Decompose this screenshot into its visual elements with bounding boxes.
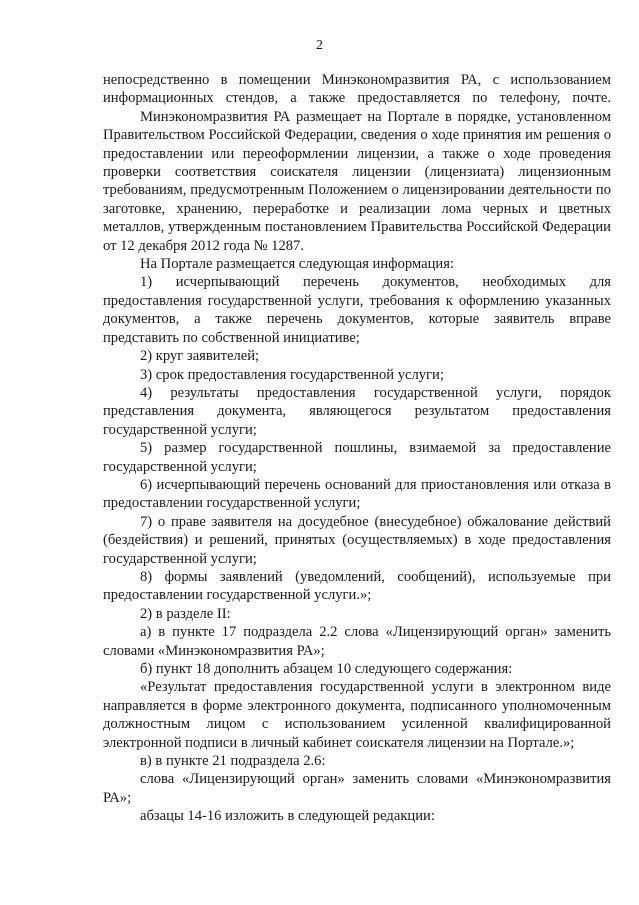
- paragraph-8: 5) размер государственной пошлины, взимаемой за предоставление государственной услуги;: [103, 440, 611, 475]
- paragraph-6: 3) срок предоставления государственной услуги;: [140, 366, 444, 383]
- paragraph-2: Минэкономразвития РА размещает на Портале в порядке, установленном Правительством Российской Федерации, сведения о ходе принятия им решения о предоставлении или переоформлении лицензии, а также о ходе проведения проверки соответствия соискателя лицензии (лицензиата) лицензионным требованиям, предусмотренным Положением о лицензировании деятельности по заготовке, хранению, переработке и реализации лома черных и цветных металлов, утвержденным постановлением Правительства Российской Федерации от 12 декабря 2012 года № 1287.: [103, 108, 611, 254]
- page-number: 2: [316, 38, 323, 53]
- paragraph-14: б) пункт 18 дополнить абзацем 10 следующего содержания:: [140, 661, 513, 677]
- paragraph-17: слова «Лицензирующий орган» заменить словами «Минэкономразвития РА»;: [103, 771, 611, 806]
- paragraph-13: а) в пункте 17 подраздела 2.2 слова «Лицензирующий орган» заменить словами «Минэкономразвития РА»;: [103, 624, 611, 659]
- paragraph-3: На Портале размещается следующая информация:: [140, 256, 455, 273]
- paragraph-7: 4) результаты предоставления государственной услуги, порядок представления документа, являющегося результатом предоставления государственной услуги;: [103, 384, 611, 438]
- paragraph-12: 2) в разделе II:: [140, 605, 231, 622]
- paragraph-10: 7) о праве заявителя на досудебное (внесудебное) обжалование действий (бездействия) и решений, принятых (осуществляемых) в ходе предоставления государственной услуги;: [103, 513, 611, 567]
- paragraph-9: 6) исчерпывающий перечень оснований для приостановления или отказа в предоставлении государственной услуги;: [103, 476, 611, 512]
- paragraph-15: «Результат предоставления государственной услуги в электронном виде направляется в форме электронного документа, подписанного уполномоченным должностным лицом с использованием усиленной квалифицированной электронной подписи в личный кабинет соискателя лицензии на Портале.»;: [103, 679, 611, 751]
- document-body: [103, 71, 611, 826]
- paragraph-1: непосредственно в помещении Минэкономразвития РА, с использованием информационных стендов, а также предоставляется по телефону, почте.: [103, 72, 611, 107]
- paragraph-4: 1) исчерпывающий перечень документов, необходимых для предоставления государственной услуги, требования к оформлению указанных документов, а также перечень документов, которые заявитель вправе представить по собственной инициативе;: [103, 274, 611, 346]
- paragraph-5: 2) круг заявителей;: [140, 348, 260, 365]
- paragraph-16: в) в пункте 21 подраздела 2.6:: [140, 753, 326, 770]
- paragraph-18: абзацы 14-16 изложить в следующей редакции:: [140, 808, 435, 825]
- paragraph-11: 8) формы заявлений (уведомлений, сообщений), используемые при предоставлении государственной услуги.»;: [103, 568, 611, 604]
